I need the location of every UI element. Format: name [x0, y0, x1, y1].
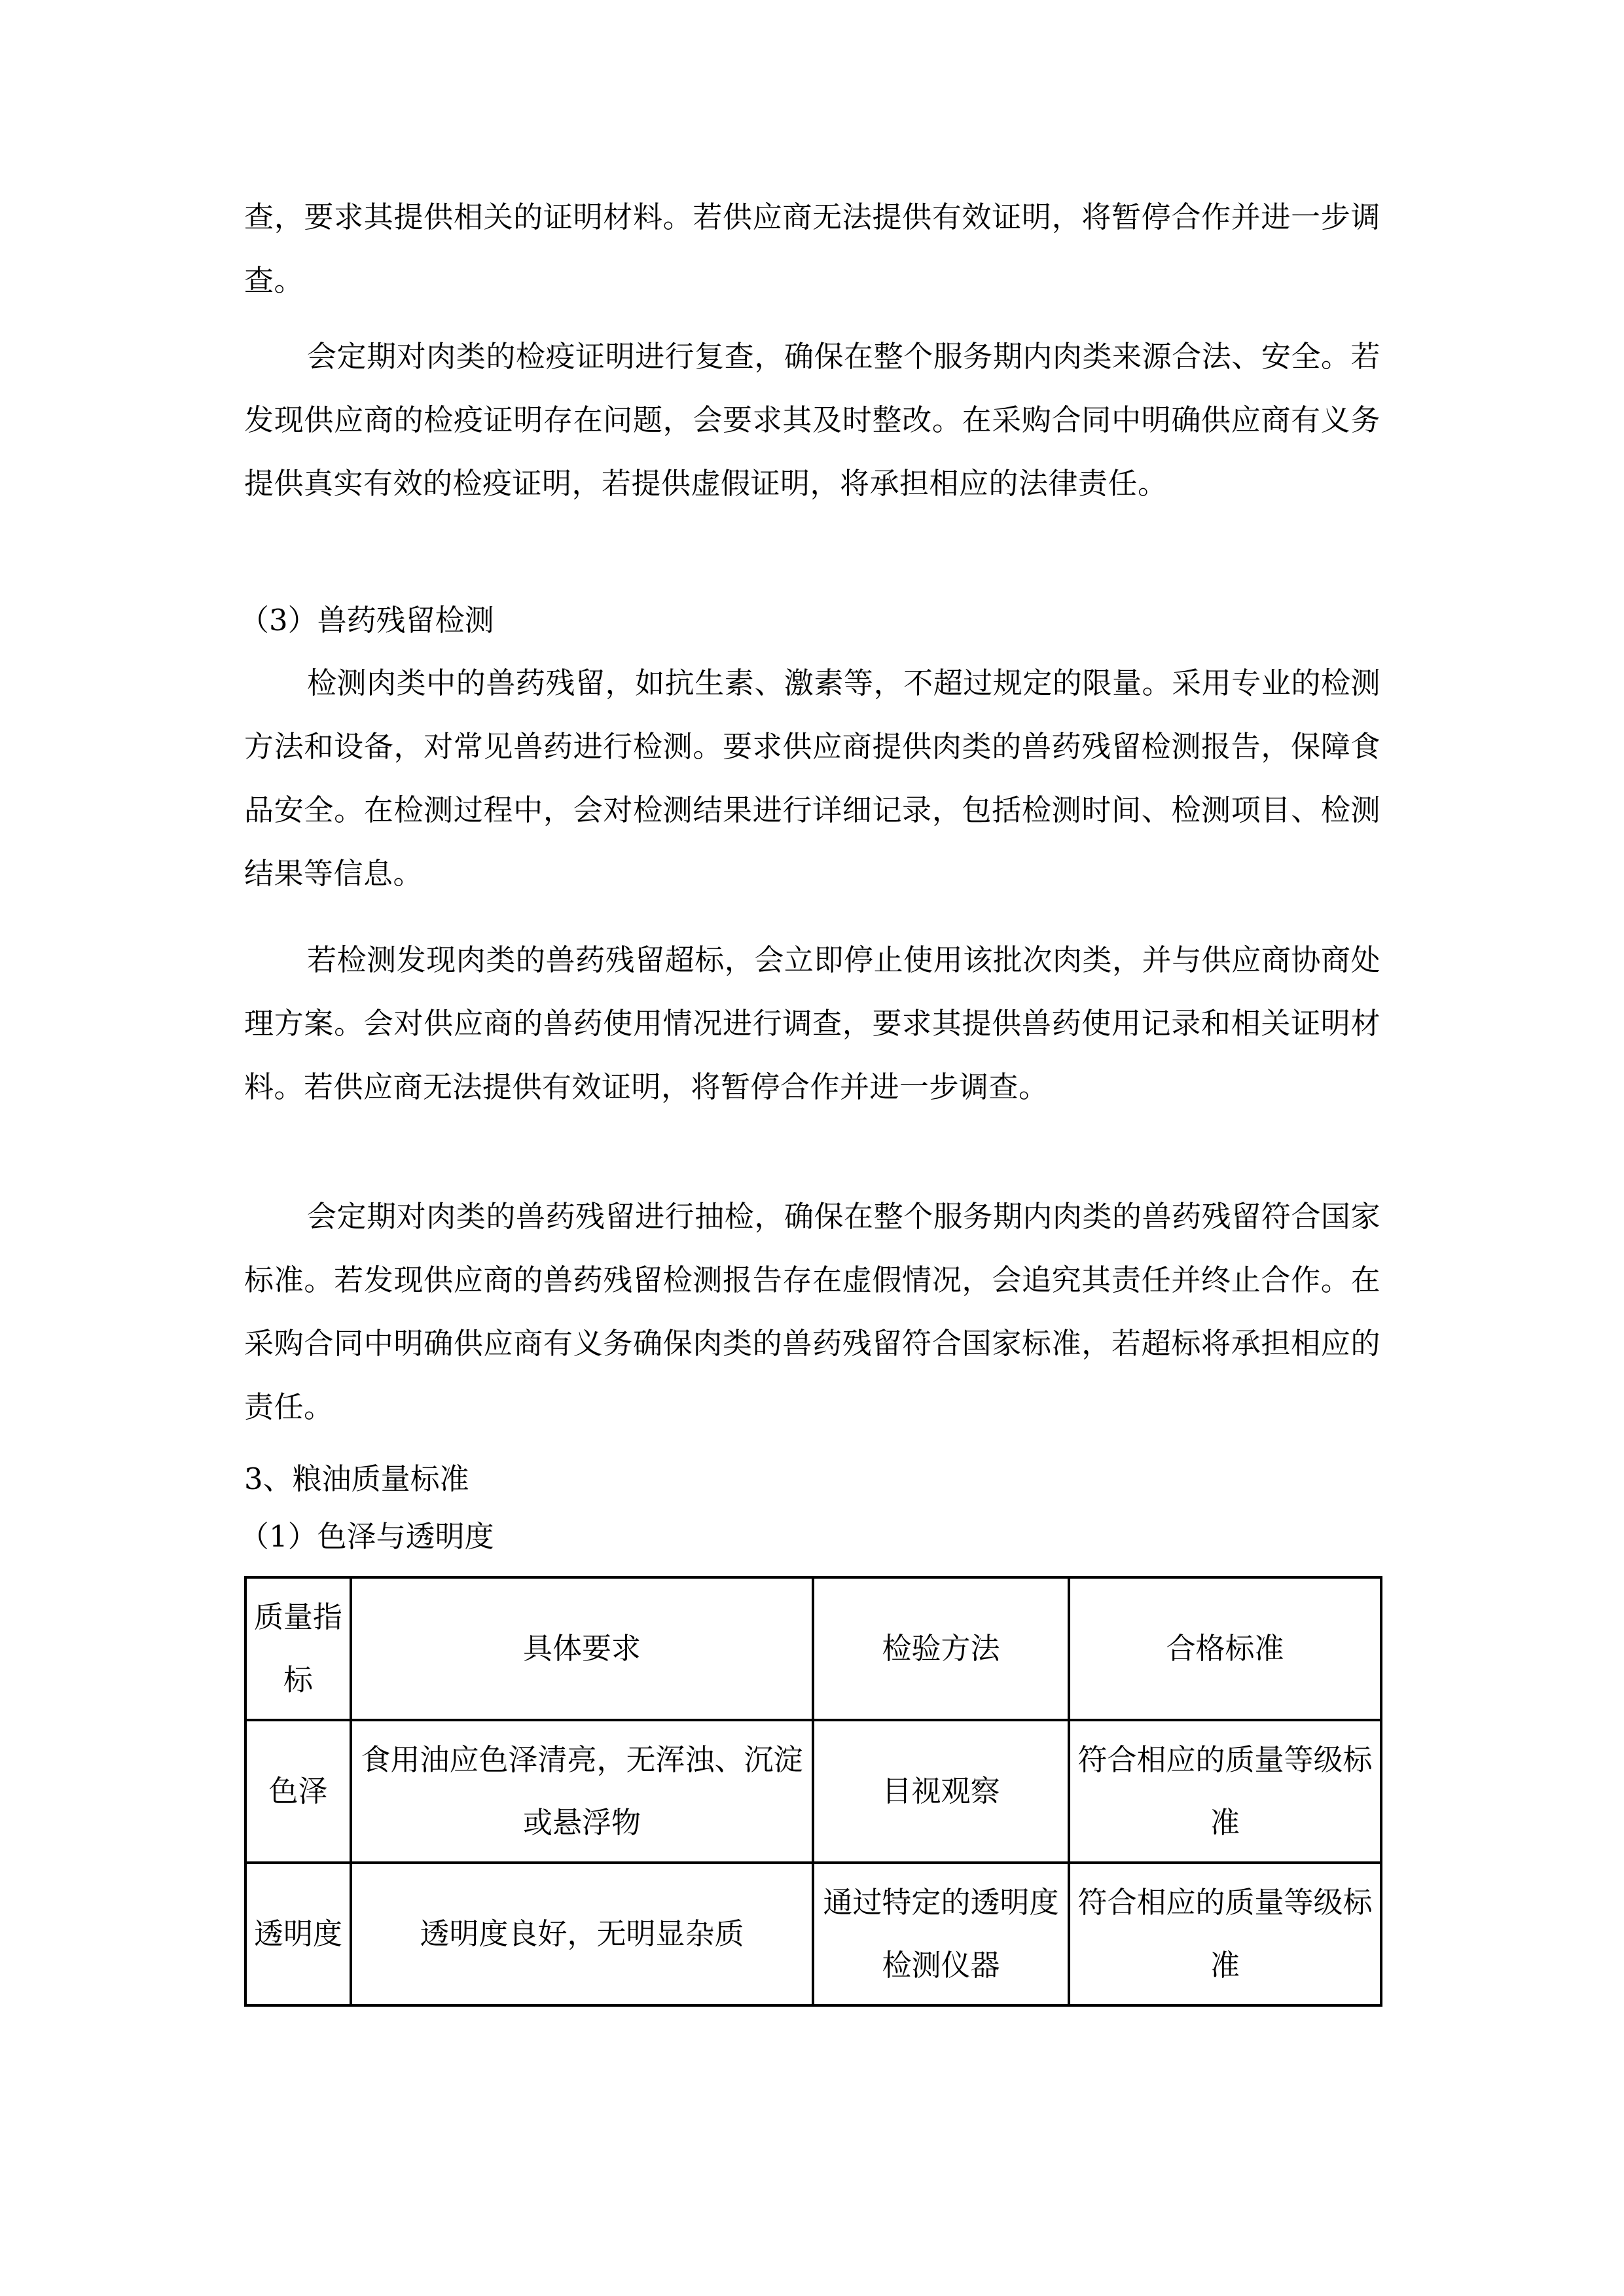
table-cell: 透明度良好，无明显杂质	[351, 1863, 813, 2005]
paragraph: 若检测发现肉类的兽药残留超标，会立即停止使用该批次肉类，并与供应商协商处理方案。会对供应商的兽药使用情况进行调查，要求其提供兽药使用记录和相关证明材料。若供应商无法提供有效证明，将暂停合作并进一步调查。	[244, 942, 1380, 1104]
table-cell: 食用油应色泽清亮，无浑浊、沉淀或悬浮物	[351, 1720, 813, 1863]
table-cell: 符合相应的质量等级标准	[1069, 1863, 1381, 2005]
paragraph: 会定期对肉类的兽药残留进行抽检，确保在整个服务期内肉类的兽药残留符合国家标准。若发现供应商的兽药残留检测报告存在虚假情况，会追究其责任并终止合作。在采购合同中明确供应商有义务确保肉类的兽药残留符合国家标准，若超标将承担相应的责任。	[244, 1199, 1380, 1424]
table-cell: 色泽	[245, 1720, 351, 1863]
table-cell: 透明度	[245, 1863, 351, 2005]
header-cell: 具体要求	[351, 1577, 813, 1720]
section-heading: 3、粮油质量标准	[244, 1462, 469, 1496]
table-row	[245, 1720, 1381, 1863]
table-header-row	[245, 1577, 1381, 1720]
section-heading: （3）兽药残留检测	[240, 603, 494, 637]
table-row	[245, 1863, 1381, 2005]
subsection-heading: （1）色泽与透明度	[240, 1519, 494, 1554]
paragraph: 会定期对肉类的检疫证明进行复查，确保在整个服务期内肉类来源合法、安全。若发现供应商的检疫证明存在问题，会要求其及时整改。在采购合同中明确供应商有义务提供真实有效的检疫证明，若提供虚假证明，将承担相应的法律责任。	[244, 339, 1380, 501]
header-cell: 检验方法	[813, 1577, 1069, 1720]
table-cell: 符合相应的质量等级标准	[1069, 1720, 1381, 1863]
header-cell: 质量指标	[245, 1577, 351, 1720]
paragraph: 查，要求其提供相关的证明材料。若供应商无法提供有效证明，将暂停合作并进一步调查。	[244, 200, 1380, 298]
table-cell: 通过特定的透明度检测仪器	[813, 1863, 1069, 2005]
quality-standards-table	[244, 1576, 1382, 2007]
paragraph: 检测肉类中的兽药残留，如抗生素、激素等，不超过规定的限量。采用专业的检测方法和设备，对常见兽药进行检测。要求供应商提供肉类的兽药残留检测报告，保障食品安全。在检测过程中，会对检测结果进行详细记录，包括检测时间、检测项目、检测结果等信息。	[244, 666, 1380, 891]
table-cell: 目视观察	[813, 1720, 1069, 1863]
header-cell: 合格标准	[1069, 1577, 1381, 1720]
